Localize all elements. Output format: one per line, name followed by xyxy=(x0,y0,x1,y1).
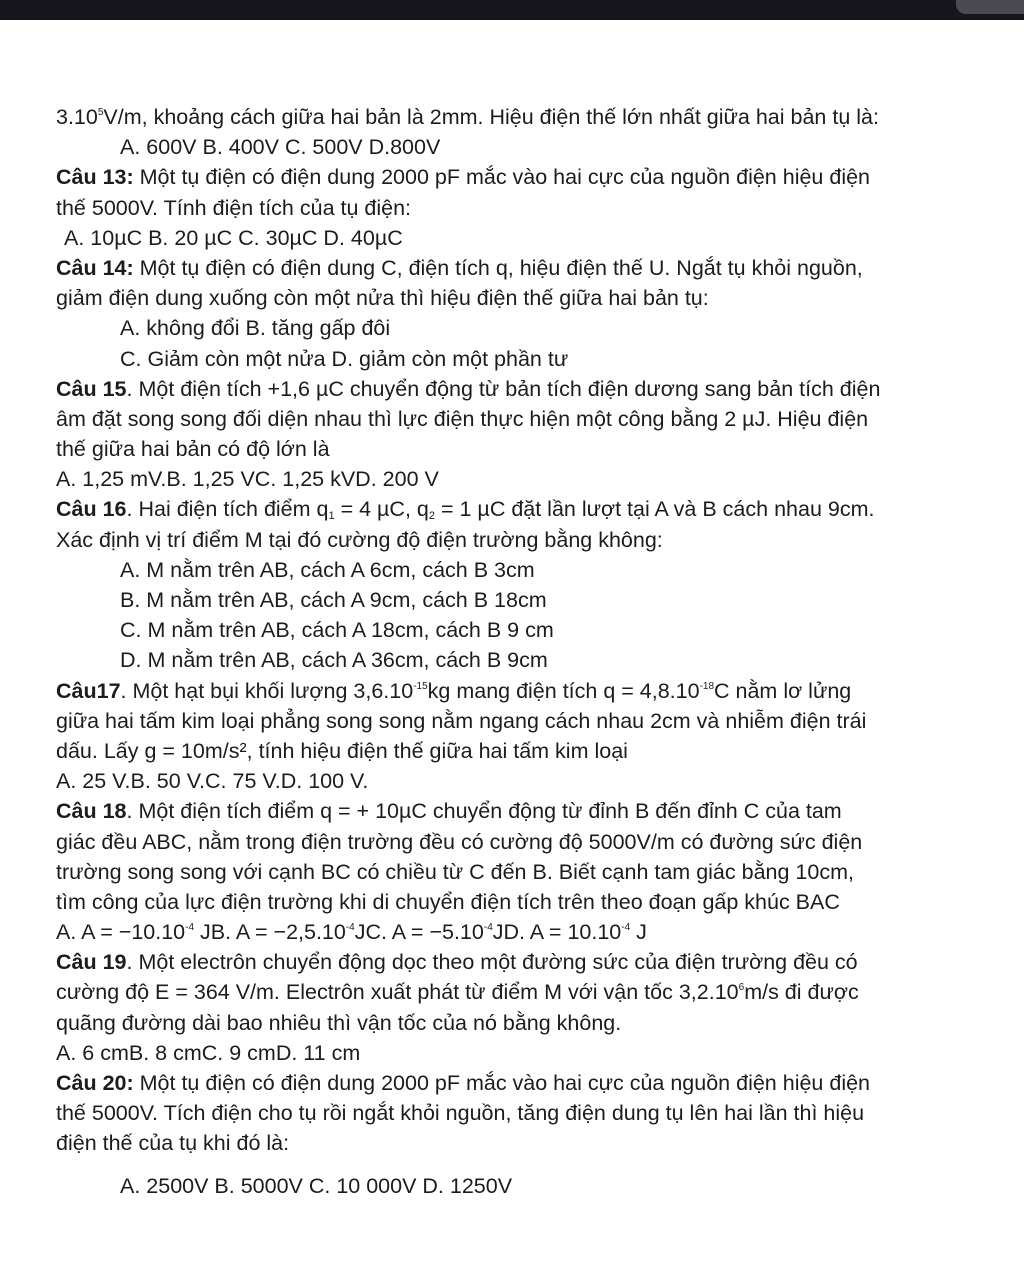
text-segment: . Một điện tích điểm q = + 10µC chuyển động từ đỉnh B đến đỉnh C của tam xyxy=(126,799,842,824)
text-line xyxy=(56,645,1006,675)
text-segment: JB. A = −2,5.10 xyxy=(194,920,346,945)
text-segment: A. M nằm trên AB, cách A 6cm, cách B 3cm xyxy=(120,557,535,582)
text-line xyxy=(56,857,1006,887)
text-line xyxy=(56,766,1006,796)
text-segment: Một tụ điện có điện dung C, điện tích q, hiệu điện thế U. Ngắt tụ khỏi nguồn, xyxy=(133,255,863,280)
text-segment: = 1 µC đặt lần lượt tại A và B cách nhau 9cm. xyxy=(435,497,875,522)
top-tab xyxy=(956,0,1024,14)
text-segment: A. 2500V B. 5000V C. 10 000V D. 1250V xyxy=(120,1173,513,1198)
text-line xyxy=(56,555,1006,585)
text-line xyxy=(56,404,1006,434)
text-segment: A. A = −10.10 xyxy=(56,920,186,945)
superscript: -18 xyxy=(699,680,715,692)
question-label: Câu17 xyxy=(56,678,121,703)
text-line xyxy=(56,1068,1006,1098)
question-label: Câu 13: xyxy=(56,165,134,190)
text-segment: điện thế của tụ khi đó là: xyxy=(56,1131,290,1156)
text-segment: A. không đổi B. tăng gấp đôi xyxy=(120,316,391,341)
text-segment: thế giữa hai bản có độ lớn là xyxy=(56,437,330,462)
text-segment: JD. A = 10.10 xyxy=(492,920,622,945)
text-segment: A. 10µC B. 20 µC C. 30µC D. 40µC xyxy=(64,225,403,250)
text-segment: C nằm lơ lửng xyxy=(714,678,852,703)
text-segment: C. M nằm trên AB, cách A 18cm, cách B 9 cm xyxy=(120,618,554,643)
text-line xyxy=(56,1008,1006,1038)
superscript: -15 xyxy=(413,680,428,692)
text-segment: . Hai điện tích điểm q xyxy=(126,497,329,522)
text-line xyxy=(56,615,1006,645)
question-label: Câu 14: xyxy=(56,255,134,280)
text-line xyxy=(56,374,1006,404)
text-segment: Một tụ điện có điện dung 2000 pF mắc vào hai cực của nguồn điện hiệu điện xyxy=(133,165,871,190)
text-line xyxy=(56,706,1006,736)
text-line xyxy=(56,193,1006,223)
text-segment: A. 25 V.B. 50 V.C. 75 V.D. 100 V. xyxy=(56,769,369,794)
text-line xyxy=(56,1098,1006,1128)
text-line xyxy=(56,344,1006,374)
text-segment: giữa hai tấm kim loại phẳng song song nằm ngang cách nhau 2cm và nhiễm điện trái xyxy=(56,708,867,733)
text-line xyxy=(56,223,1006,253)
text-segment: A. 6 cmB. 8 cmC. 9 cmD. 11 cm xyxy=(56,1040,361,1065)
text-segment: cường độ E = 364 V/m. Electrôn xuất phát từ điểm M với vận tốc 3,2.10 xyxy=(56,980,739,1005)
text-segment: dấu. Lấy g = 10m/s², tính hiệu điện thế giữa hai tấm kim loại xyxy=(56,738,628,763)
text-line xyxy=(56,947,1006,977)
text-line xyxy=(56,525,1006,555)
superscript: -4 xyxy=(185,922,195,934)
text-segment: âm đặt song song đối diện nhau thì lực điện thực hiện một công bằng 2 µJ. Hiệu điện xyxy=(56,406,869,431)
text-segment: B. M nằm trên AB, cách A 9cm, cách B 18cm xyxy=(120,588,547,612)
text-segment: tìm công của lực điện trường khi di chuyển điện tích trên theo đoạn gấp khúc BAC xyxy=(56,889,840,914)
text-line xyxy=(56,1171,1006,1201)
text-segment: JC. A = −5.10 xyxy=(354,920,484,945)
text-segment: Xác định vị trí điểm M tại đó cường độ điện trường bằng không: xyxy=(56,527,663,552)
text-line xyxy=(56,464,1006,494)
text-segment: giác đều ABC, nằm trong điện trường đều có cường độ 5000V/m có đường sức điện xyxy=(56,829,863,854)
superscript: 6 xyxy=(738,982,745,994)
subscript: 2 xyxy=(428,510,435,523)
text-line xyxy=(56,1038,1006,1068)
question-label: Câu 16 xyxy=(56,497,127,522)
superscript: 5 xyxy=(97,107,104,118)
text-line xyxy=(56,676,1006,706)
text-line xyxy=(56,162,1006,192)
text-line xyxy=(56,102,1006,132)
text-segment: thế 5000V. Tích điện cho tụ rồi ngắt khỏi nguồn, tăng điện dung tụ lên hai lần thì hiệu xyxy=(56,1101,865,1126)
top-bar xyxy=(0,0,1024,20)
text-segment: giảm điện dung xuống còn một nửa thì hiệu điện thế giữa hai bản tụ: xyxy=(56,286,709,311)
text-segment: C. Giảm còn một nửa D. giảm còn một phần tư xyxy=(120,346,569,371)
document-page xyxy=(56,102,1006,1201)
question-label: Câu 18 xyxy=(56,799,127,824)
text-segment: thế 5000V. Tính điện tích của tụ điện: xyxy=(56,195,412,220)
text-line xyxy=(56,494,1006,524)
text-segment: Một tụ điện có điện dung 2000 pF mắc vào hai cực của nguồn điện hiệu điện xyxy=(133,1071,871,1095)
text-segment: trường song song với cạnh BC có chiều từ C đến B. Biết cạnh tam giác bằng 10cm, xyxy=(56,859,854,884)
text-segment: V/m, khoảng cách giữa hai bản là 2mm. Hiệu điện thế lớn nhất giữa hai bản tụ là: xyxy=(103,105,879,129)
text-line xyxy=(56,585,1006,615)
text-segment: J xyxy=(630,920,647,945)
text-line xyxy=(56,253,1006,283)
text-line xyxy=(56,132,1006,162)
question-label: Câu 15 xyxy=(56,376,127,401)
superscript: -4 xyxy=(345,922,355,934)
text-segment: . Một electrôn chuyển động dọc theo một đường sức của điện trường đều có xyxy=(126,950,858,975)
text-line xyxy=(56,736,1006,766)
text-segment: kg mang điện tích q = 4,8.10 xyxy=(427,678,700,703)
text-segment: D. M nằm trên AB, cách A 36cm, cách B 9cm xyxy=(120,648,548,673)
subscript: 1 xyxy=(328,510,335,523)
text-line xyxy=(56,796,1006,826)
text-segment: 3.10 xyxy=(56,105,98,129)
text-line xyxy=(56,887,1006,917)
question-label: Câu 19 xyxy=(56,950,127,975)
text-segment: . Một hạt bụi khối lượng 3,6.10 xyxy=(120,678,414,703)
text-segment: = 4 µC, q xyxy=(334,497,429,522)
text-line xyxy=(56,283,1006,313)
question-label: Câu 20: xyxy=(56,1071,134,1095)
text-line xyxy=(56,917,1006,947)
text-line xyxy=(56,434,1006,464)
text-segment: m/s đi được xyxy=(744,980,859,1005)
text-segment: A. 600V B. 400V C. 500V D.800V xyxy=(120,135,441,160)
text-segment: quãng đường dài bao nhiêu thì vận tốc của nó bằng không. xyxy=(56,1010,622,1035)
text-line xyxy=(56,977,1006,1007)
text-line xyxy=(56,827,1006,857)
text-segment: . Một điện tích +1,6 µC chuyển động từ bản tích điện dương sang bản tích điện xyxy=(126,376,881,401)
text-line xyxy=(56,1128,1006,1158)
superscript: -4 xyxy=(621,922,631,934)
text-segment: A. 1,25 mV.B. 1,25 VC. 1,25 kVD. 200 V xyxy=(56,467,439,492)
text-line xyxy=(56,313,1006,343)
superscript: -4 xyxy=(483,922,493,934)
